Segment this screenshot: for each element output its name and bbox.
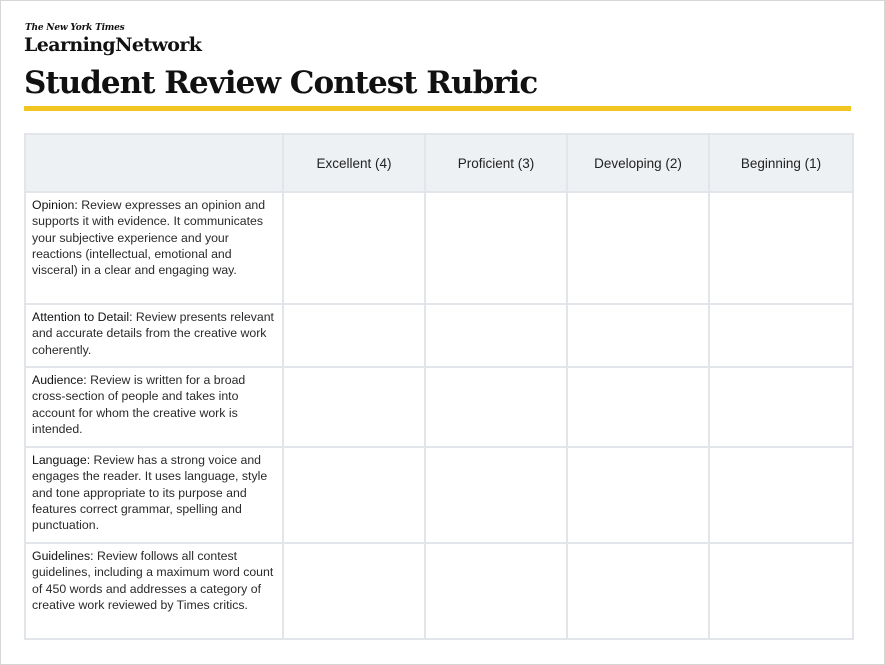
criterion-description: Review expresses an opinion and supports it with evidence. It communicates your subjective experience and your reactions (intellectual, emotional and visceral) in a clear and engaging way. [32, 198, 266, 278]
rubric-row-language [25, 447, 853, 543]
score-cell-developing [567, 192, 709, 304]
score-cell-developing [567, 304, 709, 367]
criterion-name: Language: [32, 453, 91, 467]
score-cell-beginning [709, 543, 853, 639]
nyt-wordmark: The New York Times [25, 23, 125, 33]
score-cell-beginning [709, 447, 853, 543]
criterion-cell [25, 543, 283, 639]
criterion-description: Review is written for a broad cross-section of people and takes into account for whom the creative work is intended. [32, 373, 246, 436]
criterion-name: Guidelines: [32, 549, 94, 563]
score-cell-proficient [425, 367, 567, 447]
criterion-name: Opinion: [32, 198, 78, 212]
column-header-excellent: Excellent (4) [283, 134, 425, 192]
rubric-row-opinion [25, 192, 853, 304]
rubric-row-audience [25, 367, 853, 447]
column-header-developing: Developing (2) [567, 134, 709, 192]
score-cell-developing [567, 367, 709, 447]
rubric-row-guidelines [25, 543, 853, 639]
criteria-header-cell [25, 134, 283, 192]
learning-network-logo: LearningNetwork [24, 34, 202, 56]
criterion-cell [25, 192, 283, 304]
score-cell-beginning [709, 304, 853, 367]
column-header-proficient: Proficient (3) [425, 134, 567, 192]
column-header-beginning: Beginning (1) [709, 134, 853, 192]
score-cell-proficient [425, 447, 567, 543]
score-cell-beginning [709, 192, 853, 304]
score-cell-developing [567, 447, 709, 543]
score-cell-excellent [283, 543, 425, 639]
score-cell-excellent [283, 367, 425, 447]
criterion-description: Review has a strong voice and engages the reader. It uses language, style and tone appropriate to its purpose and features correct grammar, spelling and punctuation. [32, 453, 268, 533]
criterion-name: Audience: [32, 373, 87, 387]
title-underline [24, 106, 851, 111]
score-cell-developing [567, 543, 709, 639]
criterion-cell [25, 367, 283, 447]
page-title: Student Review Contest Rubric [24, 65, 538, 101]
rubric-row-attention-to-detail [25, 304, 853, 367]
score-cell-proficient [425, 304, 567, 367]
criterion-description: Review presents relevant and accurate details from the creative work coherently. [32, 310, 274, 357]
score-cell-proficient [425, 192, 567, 304]
score-cell-excellent [283, 304, 425, 367]
rubric-table [24, 133, 854, 640]
score-cell-excellent [283, 447, 425, 543]
score-cell-excellent [283, 192, 425, 304]
score-cell-proficient [425, 543, 567, 639]
criterion-cell [25, 447, 283, 543]
criterion-description: Review follows all contest guidelines, including a maximum word count of 450 words and addresses a category of creative work reviewed by Times critics. [32, 549, 274, 612]
criterion-cell [25, 304, 283, 367]
rubric-header-row [25, 134, 853, 192]
score-cell-beginning [709, 367, 853, 447]
criterion-name: Attention to Detail: [32, 310, 133, 324]
